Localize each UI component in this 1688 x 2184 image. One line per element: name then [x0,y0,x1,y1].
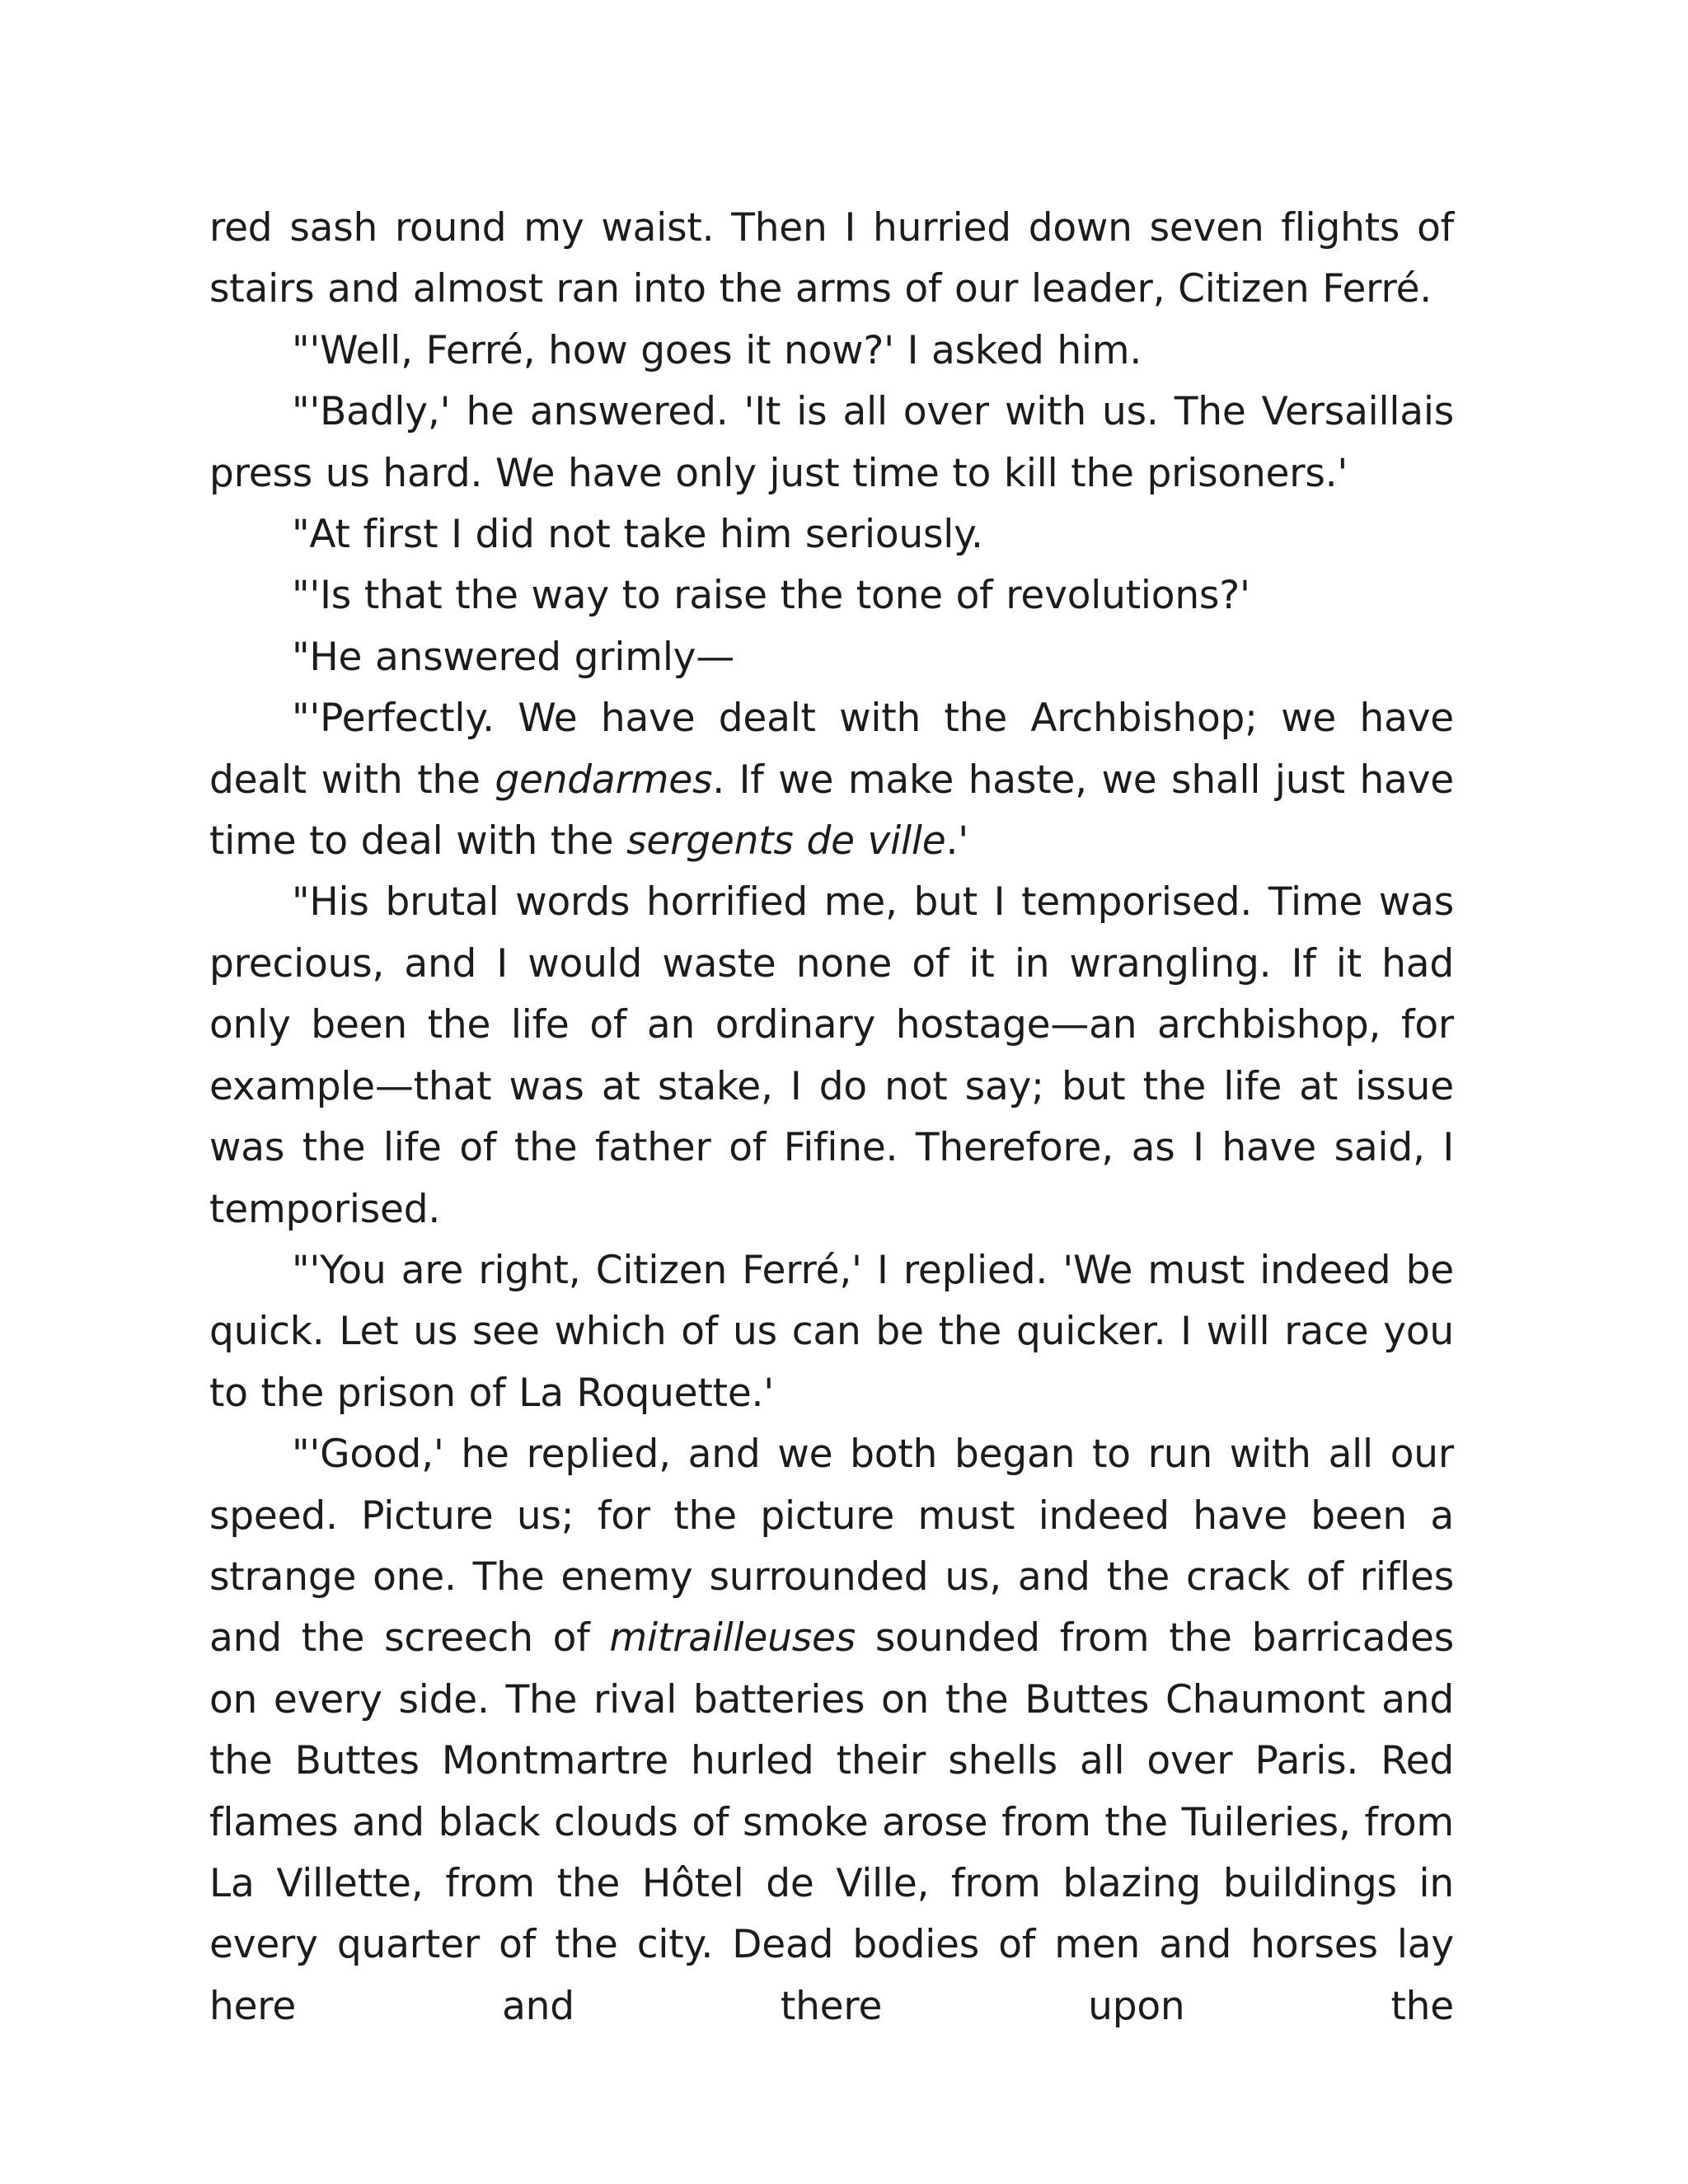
paragraph-7-text-c: .' [945,818,968,865]
paragraph-10-italic-mitrailleuses: mitrailleuses [609,1615,856,1661]
paragraph-7-italic-sergents: sergents de ville [626,818,946,865]
paragraph-3: "'Badly,' he answered. 'It is all over with us. The Versaillais press us hard. We have only just time to kill the prisoners.' [209,389,1454,496]
paragraph-9: "'You are right, Citizen Ferré,' I replied. 'We must indeed be quick. Let us see which of us can be the quicker. I will race you to the prison of La Roquette.' [209,1247,1454,1416]
paragraph-7-text-b: . If we make haste, we shall just have time to deal with the [209,757,1454,865]
paragraph-7 [209,688,1454,872]
paragraph-7-text-a: "'Perfectly. We have dealt with the Archbishop; we have dealt with the [209,696,1454,803]
paragraph-8: "His brutal words horrified me, but I temporised. Time was precious, and I would waste none of it in wrangling. If it had only been the life of an ordinary hostage—an archbishop, for example—that was at stake, I do not say; but the life at issue was the life of the father of Fifine. Therefore, as I have said, I temporised. [209,879,1454,1232]
paragraph-10-text-a: "'Good,' he replied, and we both began to run with all our speed. Picture us; for the picture must indeed have been a strange one. The enemy surrounded us, and the crack of rifles and the screech of [209,1432,1454,1661]
paragraph-2: "'Well, Ferré, how goes it now?' I asked him. [292,327,1142,373]
paragraph-4: "At first I did not take him seriously. [292,512,983,558]
paragraph-5: "'Is that the way to raise the tone of revolutions?' [292,573,1250,619]
book-page [209,198,1454,2037]
paragraph-10-text-b: sounded from the barricades on every side. The rival batteries on the Buttes Chaumont and the Buttes Montmartre hurled their shells all over Paris. Red flames and black clouds of smoke arose from the Tuileries, from La Villette, from the Hôtel de Ville, from blazing buildings in every quarter of the city. Dead bodies of men and horses lay here and there upon the [209,1615,1454,2029]
paragraph-1: red sash round my waist. Then I hurried down seven flights of stairs and almost ran into the arms of our leader, Citizen Ferré. [209,205,1454,312]
paragraph-10 [209,1424,1454,2037]
paragraph-6: "He answered grimly— [292,634,735,680]
paragraph-7-italic-gendarmes: gendarmes [495,757,713,803]
